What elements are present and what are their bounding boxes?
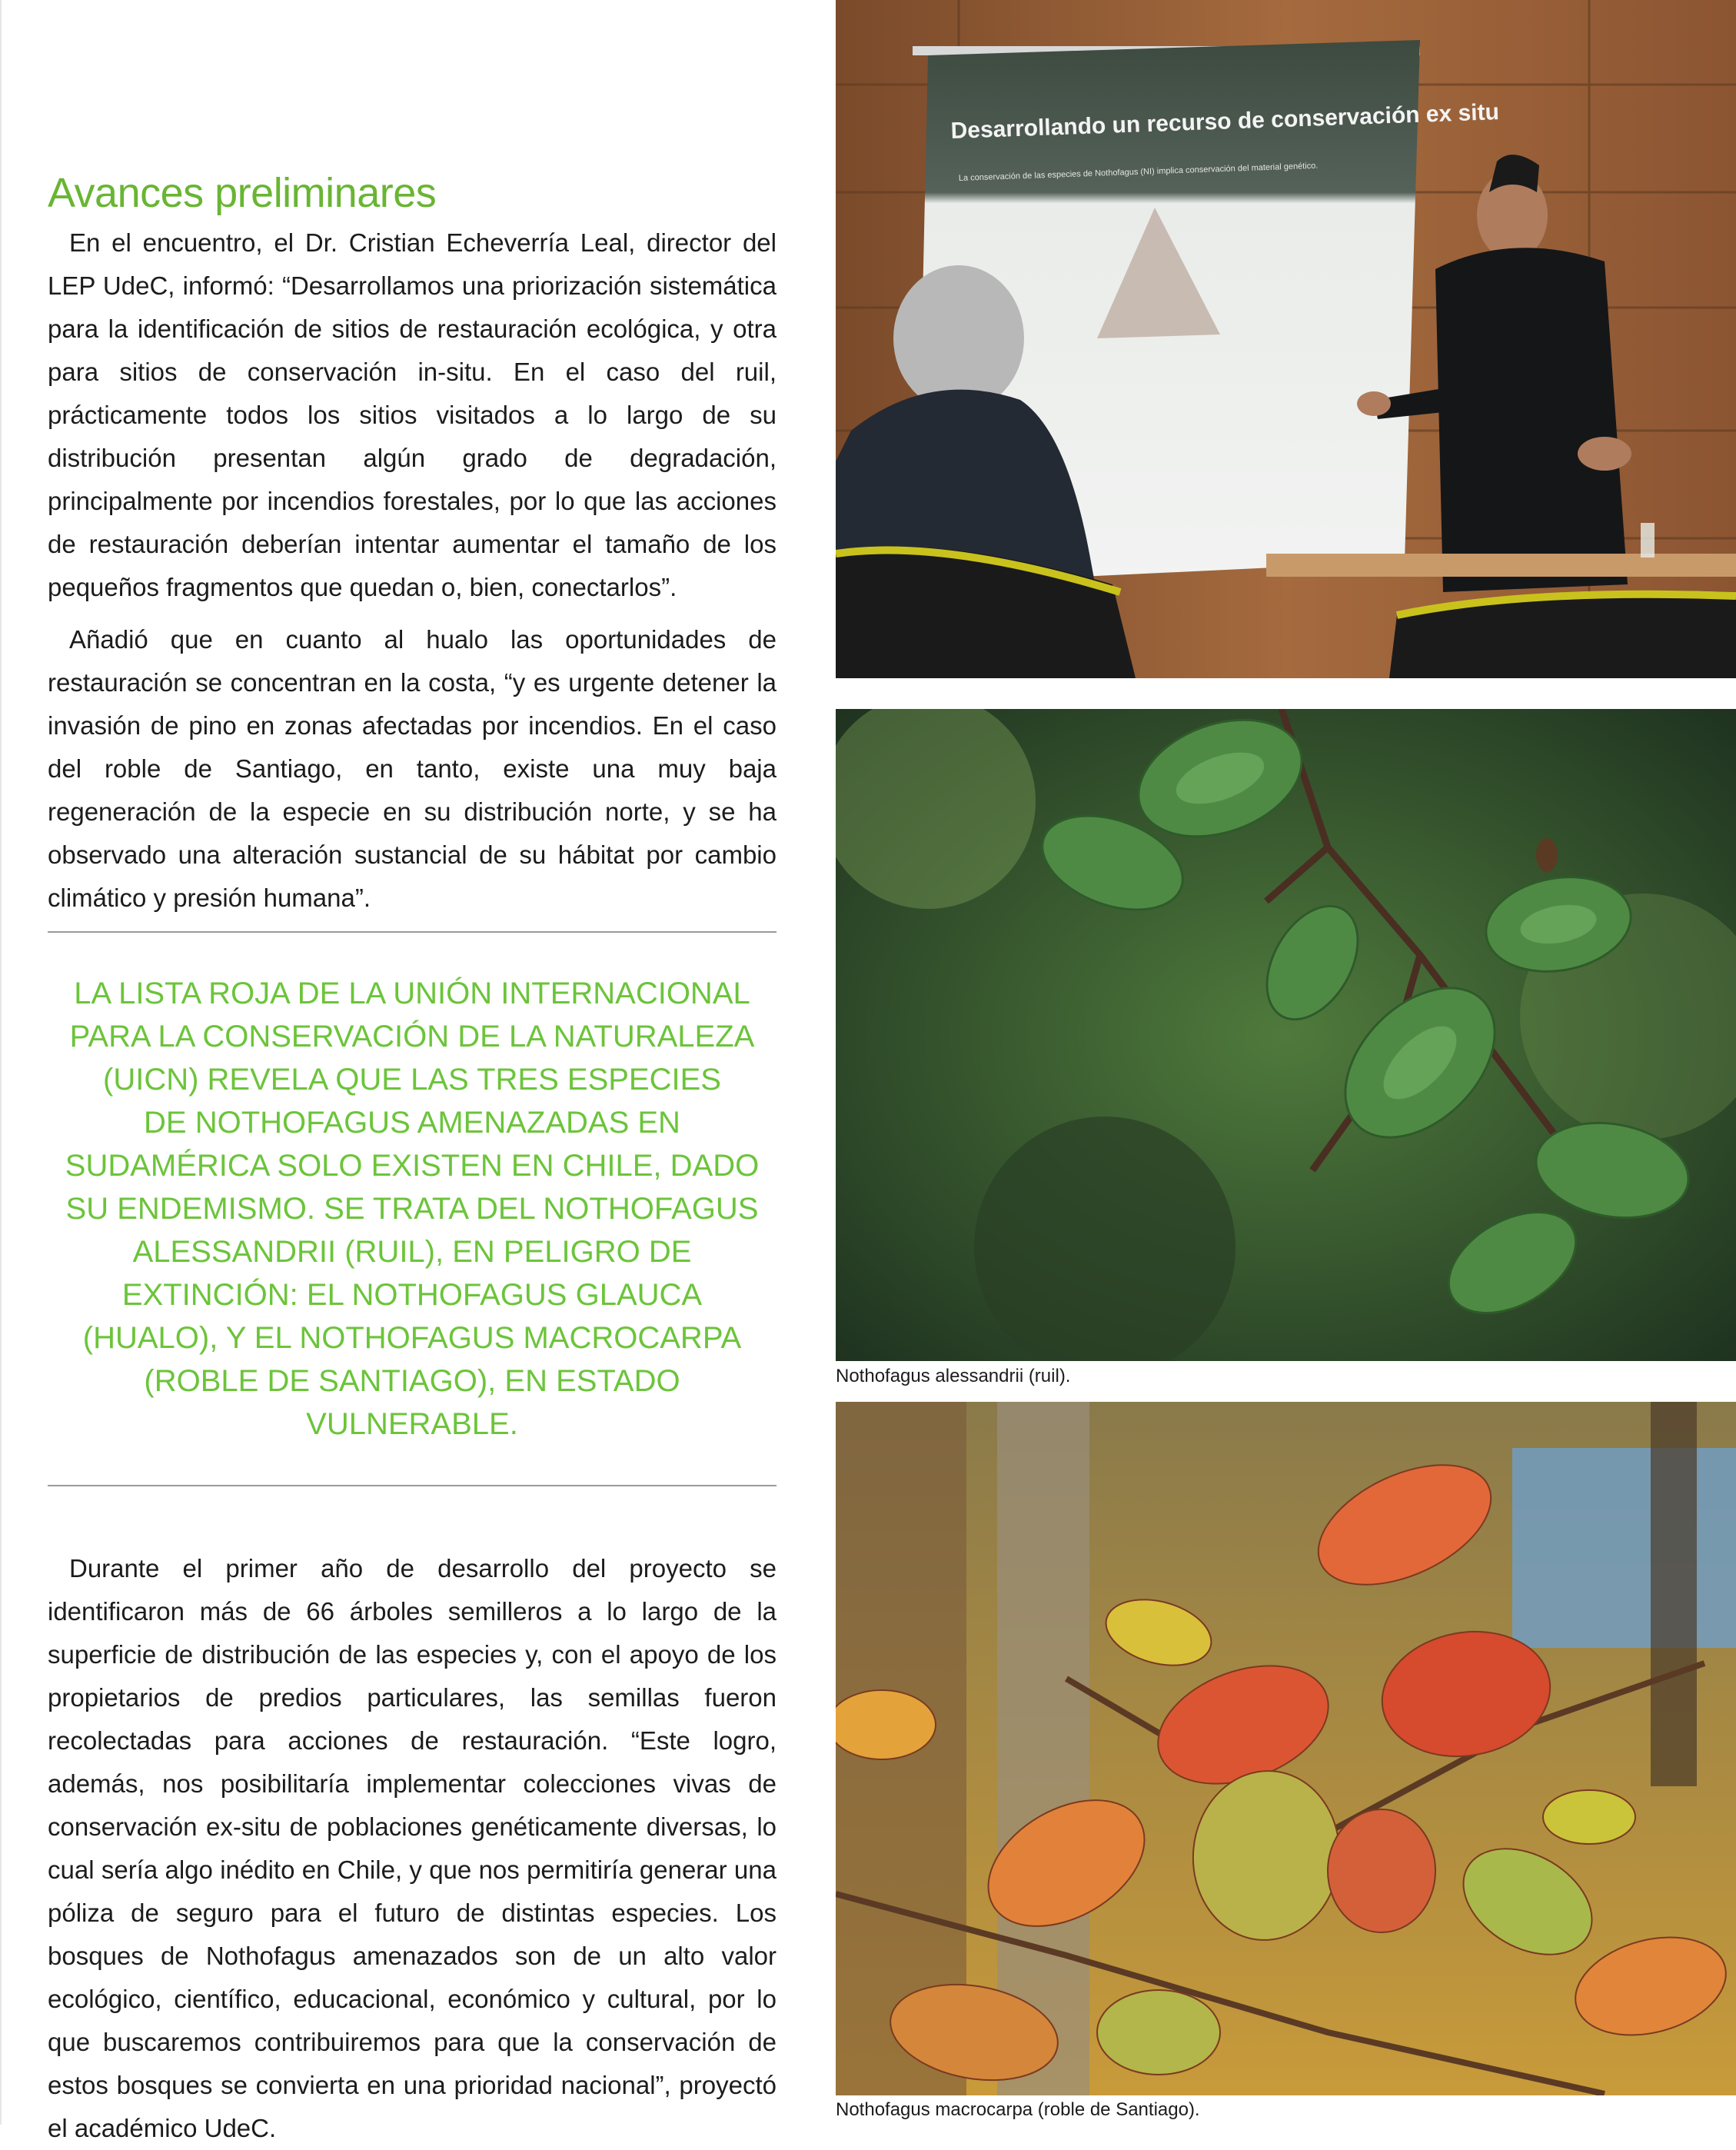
pullquote-top-rule [48,931,777,933]
slide-title: Desarrollando un recurso de conservación ex situ [950,99,1500,144]
roble-photo-caption: Nothofagus macrocarpa (roble de Santiago). [836,2099,1200,2120]
pullquote-line: VULNERABLE. [306,1407,518,1441]
roble-leaves-photo [836,1402,1736,2095]
pullquote-line: (HUALO), Y EL NOTHOFAGUS MACROCARPA [82,1321,742,1355]
meeting-photo [836,0,1736,678]
pullquote [48,972,777,1446]
paragraph-2: Añadió que en cuanto al hualo las oportunidades de restauración se concentran en la costa, “y es urgente detener la invasión de pino en zonas afectadas por incendios. En el caso del roble de Santiago, en tanto, existe una muy baja regeneración de la especie en su distribución norte, y se ha observado una alteración sustancial de su hábitat por cambio climático y presión humana”. [48,625,777,912]
paragraph-1: En el encuentro, el Dr. Cristian Echeverría Leal, director del LEP UdeC, informó: “Desarrollamos una priorización sistemática para la identificación de sitios de restauración ecológica, y otra para sitios de conservación in-situ. En el caso del ruil, prácticamente todos los sitios visitados a lo largo de su distribución presentan algún grado de degradación, principalmente por incendios forestales, por lo que las acciones de restauración deberían intentar aumentar el tamaño de los pequeños fragmentos que quedan o, bien, conectarlos”. [48,228,777,601]
slide-subtitle: La conservación de las especies de Nothofagus (NI) implica conservación del material genético. [958,161,1319,183]
pullquote-line: SUDAMÉRICA SOLO EXISTEN EN CHILE, DADO [65,1149,760,1183]
pullquote-line: EXTINCIÓN: EL NOTHOFAGUS GLAUCA [121,1278,703,1312]
paragraph-3: Durante el primer año de desarrollo del proyecto se identificaron más de 66 árboles semilleros a lo largo de la superficie de distribución de las especies y, con el apoyo de los propietarios de predios particulares, las semillas fueron recolectadas para acciones de restauración. “Este logro, además, nos posibilitaría implementar colecciones vivas de conservación ex-situ de poblaciones genéticamente diversas, lo cual sería algo inédito en Chile, y que nos permitiría generar una póliza de seguro para el futuro de distintas especies. Los bosques de Nothofagus amenazados son de un alto valor ecológico, científico, educacional, económico y cultural, por lo que buscaremos contribuiremos para que la conservación de estos bosques se convierta en una prioridad nacional”, proyectó el académico UdeC. [48,1554,777,2142]
roble-leaves-illustration [836,1402,1736,2095]
page-edge [0,0,2,2125]
pullquote-line: SU ENDEMISMO. SE TRATA DEL NOTHOFAGUS [65,1192,759,1226]
ruil-leaves-photo [836,709,1736,1361]
section-heading: Avances preliminares [48,170,437,216]
ruil-leaves-illustration [836,709,1736,1361]
ruil-photo-caption: Nothofagus alessandrii (ruil). [836,1366,1071,1386]
pullquote-line: (ROBLE DE SANTIAGO), EN ESTADO [144,1364,680,1398]
meeting-photo-illustration [836,0,1736,678]
pullquote-bottom-rule [48,1485,777,1486]
pullquote-line: DE NOTHOFAGUS AMENAZADAS EN [144,1106,680,1140]
pullquote-line: LA LISTA ROJA DE LA UNIÓN INTERNACIONAL [74,977,750,1010]
pullquote-line: PARA LA CONSERVACIÓN DE LA NATURALEZA [69,1020,755,1053]
pullquote-line: (UICN) REVELA QUE LAS TRES ESPECIES [103,1063,721,1097]
pullquote-line: ALESSANDRII (RUIL), EN PELIGRO DE [132,1235,692,1269]
